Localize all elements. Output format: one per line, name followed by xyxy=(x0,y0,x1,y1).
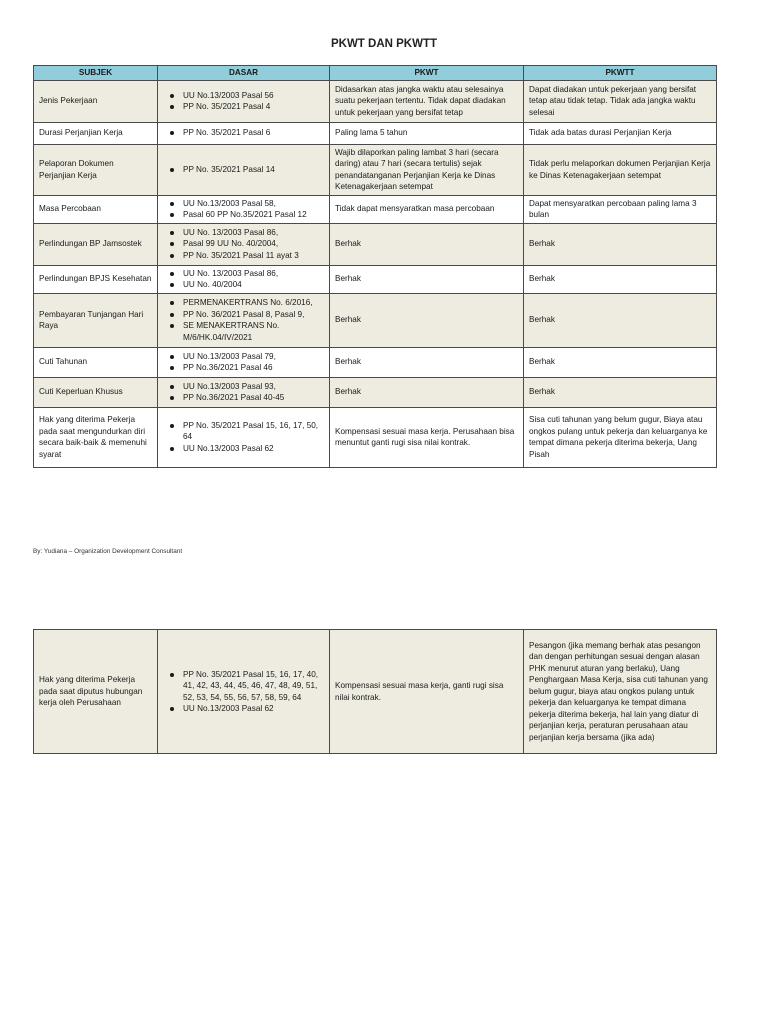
dasar-list xyxy=(163,297,324,343)
dasar-list xyxy=(163,381,324,404)
cell-pkwt: Kompensasi sesuai masa kerja, ganti rugi sisa nilai kontrak. xyxy=(330,630,524,754)
table-row xyxy=(34,122,717,144)
dasar-item: UU No.13/2003 Pasal 79, xyxy=(183,351,324,363)
cell-dasar xyxy=(158,80,330,122)
cell-subjek: Durasi Perjanjian Kerja xyxy=(34,122,158,144)
cell-pkwtt: Berhak xyxy=(524,377,717,407)
cell-pkwt: Berhak xyxy=(330,265,524,293)
dasar-item: UU No.13/2003 Pasal 58, xyxy=(183,198,324,210)
header-subjek: SUBJEK xyxy=(34,66,158,81)
cell-subjek: Jenis Pekerjaan xyxy=(34,80,158,122)
dasar-item: PP No. 35/2021 Pasal 4 xyxy=(183,101,324,113)
dasar-list xyxy=(163,669,324,715)
cell-dasar xyxy=(158,122,330,144)
header-pkwt: PKWT xyxy=(330,66,524,81)
dasar-item: UU No. 40/2004 xyxy=(183,279,324,291)
comparison-table xyxy=(33,65,717,468)
cell-dasar xyxy=(158,630,330,754)
cell-subjek: Pembayaran Tunjangan Hari Raya xyxy=(34,293,158,347)
cell-pkwtt: Sisa cuti tahunan yang belum gugur, Biaya atau ongkos pulang untuk pekerja dan keluarganya ke tempat dimana pekerja diterima bekerja, Uang Pisah xyxy=(524,407,717,467)
cell-subjek: Hak yang diterima Pekerja pada saat diputus hubungan kerja oleh Perusahaan xyxy=(34,630,158,754)
table-row xyxy=(34,144,717,195)
dasar-list xyxy=(163,268,324,291)
dasar-item: UU No.13/2003 Pasal 56 xyxy=(183,90,324,102)
cell-subjek: Perlindungan BP Jamsostek xyxy=(34,223,158,265)
dasar-item: UU No.13/2003 Pasal 62 xyxy=(183,703,324,715)
cell-subjek: Cuti Keperluan Khusus xyxy=(34,377,158,407)
cell-pkwtt: Tidak ada batas durasi Perjanjian Kerja xyxy=(524,122,717,144)
cell-pkwtt: Dapat mensyaratkan percobaan paling lama 3 bulan xyxy=(524,195,717,223)
cell-dasar xyxy=(158,347,330,377)
cell-pkwt: Berhak xyxy=(330,223,524,265)
cell-dasar xyxy=(158,223,330,265)
dasar-list xyxy=(163,127,324,139)
dasar-list xyxy=(163,198,324,221)
dasar-item: Pasal 60 PP No.35/2021 Pasal 12 xyxy=(183,209,324,221)
cell-subjek: Cuti Tahunan xyxy=(34,347,158,377)
cell-pkwt: Tidak dapat mensyaratkan masa percobaan xyxy=(330,195,524,223)
table-row xyxy=(34,265,717,293)
cell-pkwtt: Pesangon (jika memang berhak atas pesangon dan dengan perhitungan sesuai dengan alasan PHK menurut aturan yang berlaku), Uang Penghargaan Masa Kerja, sisa cuti tahunan yang belum gugur, biaya atau ongkos pulang untuk pekerja dan keluarganya ke tempat dimana pekerja diterima bekerja, hal lain yang diatur di perjanjian kerja, peraturan perusahaan atau perjanjian kerja bersama (jika ada) xyxy=(524,630,717,754)
cell-dasar xyxy=(158,293,330,347)
dasar-item: PP No. 35/2021 Pasal 14 xyxy=(183,164,324,176)
dasar-item: PP No. 35/2021 Pasal 15, 16, 17, 40, 41, 42, 43, 44, 45, 46, 47, 48, 49, 51, 52, 53, 54, 55, 56, 57, 58, 59, 64 xyxy=(183,669,324,704)
page-title: PKWT DAN PKWTT xyxy=(330,38,438,50)
cell-pkwtt: Berhak xyxy=(524,223,717,265)
cell-dasar xyxy=(158,144,330,195)
dasar-list xyxy=(163,420,324,455)
cell-pkwtt: Dapat diadakan untuk pekerjaan yang bersifat tetap atau tidak tetap. Tidak ada jangka waktu selesai xyxy=(524,80,717,122)
dasar-item: Pasal 99 UU No. 40/2004, xyxy=(183,238,324,250)
table-header-row xyxy=(34,66,717,81)
table-row xyxy=(34,195,717,223)
cell-subjek: Masa Percobaan xyxy=(34,195,158,223)
table-row xyxy=(34,347,717,377)
table-row xyxy=(34,223,717,265)
dasar-item: PP No. 35/2021 Pasal 15, 16, 17, 50, 64 xyxy=(183,420,324,443)
cell-pkwtt: Berhak xyxy=(524,347,717,377)
cell-dasar xyxy=(158,377,330,407)
dasar-item: UU No. 13/2003 Pasal 86, xyxy=(183,268,324,280)
cell-pkwtt: Tidak perlu melaporkan dokumen Perjanjian Kerja ke Dinas Ketenagakerjaan setempat xyxy=(524,144,717,195)
cell-subjek: Perlindungan BPJS Kesehatan xyxy=(34,265,158,293)
dasar-list xyxy=(163,227,324,262)
dasar-item: UU No. 13/2003 Pasal 86, xyxy=(183,227,324,239)
dasar-item: PP No. 35/2021 Pasal 6 xyxy=(183,127,324,139)
header-dasar: DASAR xyxy=(158,66,330,81)
table-row xyxy=(34,293,717,347)
dasar-item: SE MENAKERTRANS No. M/6/HK.04/IV/2021 xyxy=(183,320,324,343)
cell-pkwt: Wajib dilaporkan paling lambat 3 hari (secara daring) atau 7 hari (secara tertulis) sejak penandatanganan Perjanjian Kerja ke Dinas Ketenagakerjaan setempat xyxy=(330,144,524,195)
dasar-item: PP No.36/2021 Pasal 46 xyxy=(183,362,324,374)
cell-pkwt: Paling lama 5 tahun xyxy=(330,122,524,144)
cell-dasar xyxy=(158,265,330,293)
cell-pkwtt: Berhak xyxy=(524,293,717,347)
table-row xyxy=(34,377,717,407)
cell-pkwt: Didasarkan atas jangka waktu atau selesainya suatu pekerjaan tertentu. Tidak dapat diadakan untuk pekerjaan yang bersifat tetap xyxy=(330,80,524,122)
table-row xyxy=(34,630,717,754)
cell-subjek: Pelaporan Dokumen Perjanjian Kerja xyxy=(34,144,158,195)
header-pkwtt: PKWTT xyxy=(524,66,717,81)
dasar-item: UU No.13/2003 Pasal 62 xyxy=(183,443,324,455)
cell-pkwt: Kompensasi sesuai masa kerja. Perusahaan bisa menuntut ganti rugi sisa nilai kontrak. xyxy=(330,407,524,467)
cell-dasar xyxy=(158,407,330,467)
cell-pkwt: Berhak xyxy=(330,293,524,347)
cell-pkwtt: Berhak xyxy=(524,265,717,293)
dasar-item: PP No. 35/2021 Pasal 11 ayat 3 xyxy=(183,250,324,262)
byline: By: Yudiana – Organization Development Consultant xyxy=(33,548,183,555)
table-row xyxy=(34,80,717,122)
cell-dasar xyxy=(158,195,330,223)
cell-pkwt: Berhak xyxy=(330,377,524,407)
table-row xyxy=(34,407,717,467)
dasar-list xyxy=(163,351,324,374)
dasar-item: PP No. 36/2021 Pasal 8, Pasal 9, xyxy=(183,309,324,321)
dasar-item: UU No.13/2003 Pasal 93, xyxy=(183,381,324,393)
dasar-item: PP No.36/2021 Pasal 40-45 xyxy=(183,392,324,404)
cell-pkwt: Berhak xyxy=(330,347,524,377)
dasar-list xyxy=(163,90,324,113)
dasar-list xyxy=(163,164,324,176)
dasar-item: PERMENAKERTRANS No. 6/2016, xyxy=(183,297,324,309)
termination-table xyxy=(33,629,717,754)
cell-subjek: Hak yang diterima Pekerja pada saat mengundurkan diri secara baik-baik & memenuhi syarat xyxy=(34,407,158,467)
